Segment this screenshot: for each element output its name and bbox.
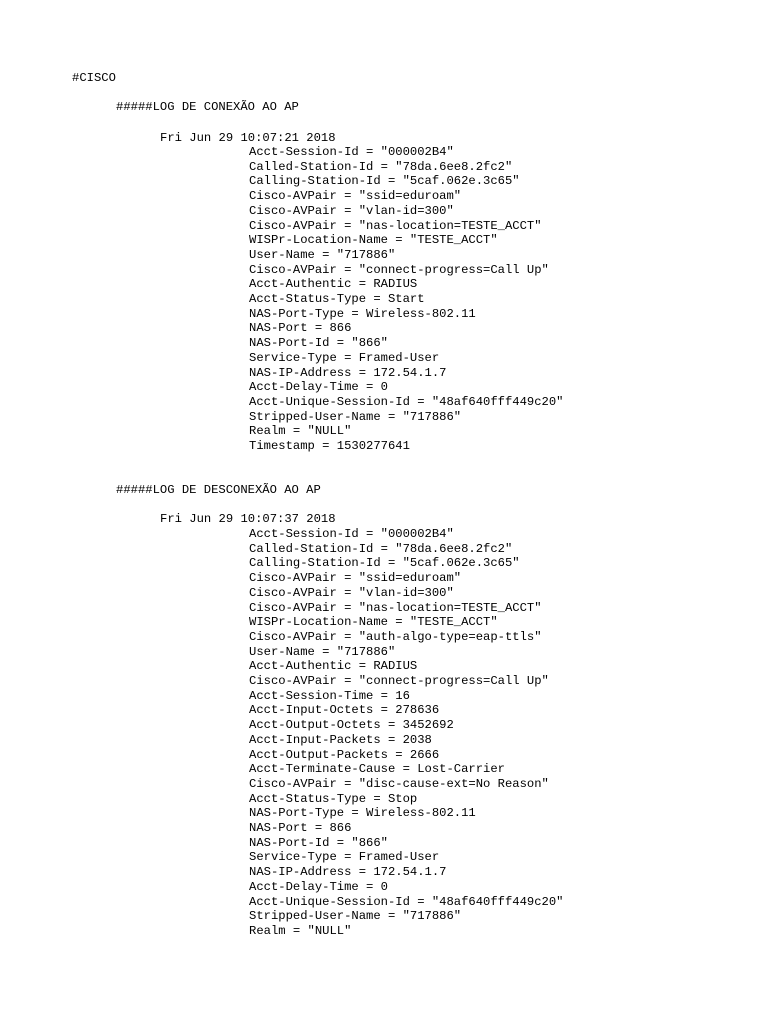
attribute-line: Cisco-AVPair = "connect-progress=Call Up" (249, 262, 549, 277)
attribute-line: Acct-Delay-Time = 0 (249, 879, 388, 894)
attribute-line: Calling-Station-Id = "5caf.062e.3c65" (249, 556, 520, 571)
attribute-line: Timestamp = 1530277641 (249, 439, 410, 454)
attribute-line: Acct-Session-Time = 16 (249, 688, 410, 703)
attribute-line: Cisco-AVPair = "nas-location=TESTE_ACCT" (249, 218, 542, 233)
attribute-line: NAS-IP-Address = 172.54.1.7 (249, 365, 447, 380)
attribute-line: Service-Type = Framed-User (249, 850, 440, 865)
attribute-line: Cisco-AVPair = "connect-progress=Call Up" (249, 674, 549, 689)
attribute-line: User-Name = "717886" (249, 644, 396, 659)
attribute-line: Acct-Input-Packets = 2038 (249, 732, 432, 747)
section-heading-connection: #####LOG DE CONEXÃO AO AP (116, 100, 299, 114)
section-heading-disconnection: #####LOG DE DESCONEXÃO AO AP (116, 483, 321, 497)
document-title: #CISCO (72, 71, 116, 85)
attribute-line: Cisco-AVPair = "vlan-id=300" (249, 585, 454, 600)
attribute-line: NAS-Port-Type = Wireless-802.11 (249, 806, 476, 821)
attribute-line: Service-Type = Framed-User (249, 350, 440, 365)
attribute-line: Cisco-AVPair = "auth-algo-type=eap-ttls" (249, 629, 542, 644)
attribute-line: Acct-Session-Id = "000002B4" (249, 527, 454, 541)
attribute-line: NAS-Port-Id = "866" (249, 835, 388, 850)
attribute-line: WISPr-Location-Name = "TESTE_ACCT" (249, 615, 498, 630)
attribute-line: NAS-Port-Id = "866" (249, 336, 388, 351)
attribute-line: Acct-Delay-Time = 0 (249, 380, 388, 395)
attribute-line: User-Name = "717886" (249, 247, 396, 262)
attribute-line: Acct-Status-Type = Start (249, 292, 425, 307)
attribute-list-disconnection (249, 527, 564, 939)
attribute-line: Cisco-AVPair = "vlan-id=300" (249, 203, 454, 218)
attribute-line: Cisco-AVPair = "ssid=eduroam" (249, 571, 462, 586)
attribute-line: Stripped-User-Name = "717886" (249, 909, 462, 924)
attribute-line: NAS-Port = 866 (249, 821, 352, 836)
attribute-line: NAS-Port = 866 (249, 321, 352, 336)
attribute-line: Acct-Session-Id = "000002B4" (249, 145, 454, 159)
attribute-line: Cisco-AVPair = "ssid=eduroam" (249, 189, 462, 204)
attribute-line: Acct-Output-Packets = 2666 (249, 747, 440, 762)
attribute-line: Acct-Status-Type = Stop (249, 791, 418, 806)
attribute-line: Acct-Unique-Session-Id = "48af640fff449c20" (249, 894, 564, 909)
attribute-line: Stripped-User-Name = "717886" (249, 409, 462, 424)
attribute-line: Acct-Authentic = RADIUS (249, 277, 418, 292)
attribute-line: Called-Station-Id = "78da.6ee8.2fc2" (249, 159, 513, 174)
attribute-line: WISPr-Location-Name = "TESTE_ACCT" (249, 233, 498, 248)
attribute-line: Calling-Station-Id = "5caf.062e.3c65" (249, 174, 520, 189)
attribute-line: Cisco-AVPair = "disc-cause-ext=No Reason" (249, 776, 549, 791)
attribute-line: NAS-Port-Type = Wireless-802.11 (249, 306, 476, 321)
attribute-line: Acct-Terminate-Cause = Lost-Carrier (249, 762, 505, 777)
attribute-line: Acct-Input-Octets = 278636 (249, 703, 440, 718)
attribute-line: Cisco-AVPair = "nas-location=TESTE_ACCT" (249, 600, 542, 615)
attribute-line: Acct-Output-Octets = 3452692 (249, 718, 454, 733)
attribute-list-connection (249, 145, 564, 454)
attribute-line: Realm = "NULL" (249, 424, 352, 439)
attribute-line: Called-Station-Id = "78da.6ee8.2fc2" (249, 541, 513, 556)
section-timestamp-disconnection: Fri Jun 29 10:07:37 2018 (160, 512, 336, 526)
attribute-line: Acct-Authentic = RADIUS (249, 659, 418, 674)
attribute-line: Realm = "NULL" (249, 923, 352, 938)
attribute-line: Acct-Unique-Session-Id = "48af640fff449c20" (249, 394, 564, 409)
attribute-line: NAS-IP-Address = 172.54.1.7 (249, 865, 447, 880)
section-timestamp-connection: Fri Jun 29 10:07:21 2018 (160, 131, 336, 145)
